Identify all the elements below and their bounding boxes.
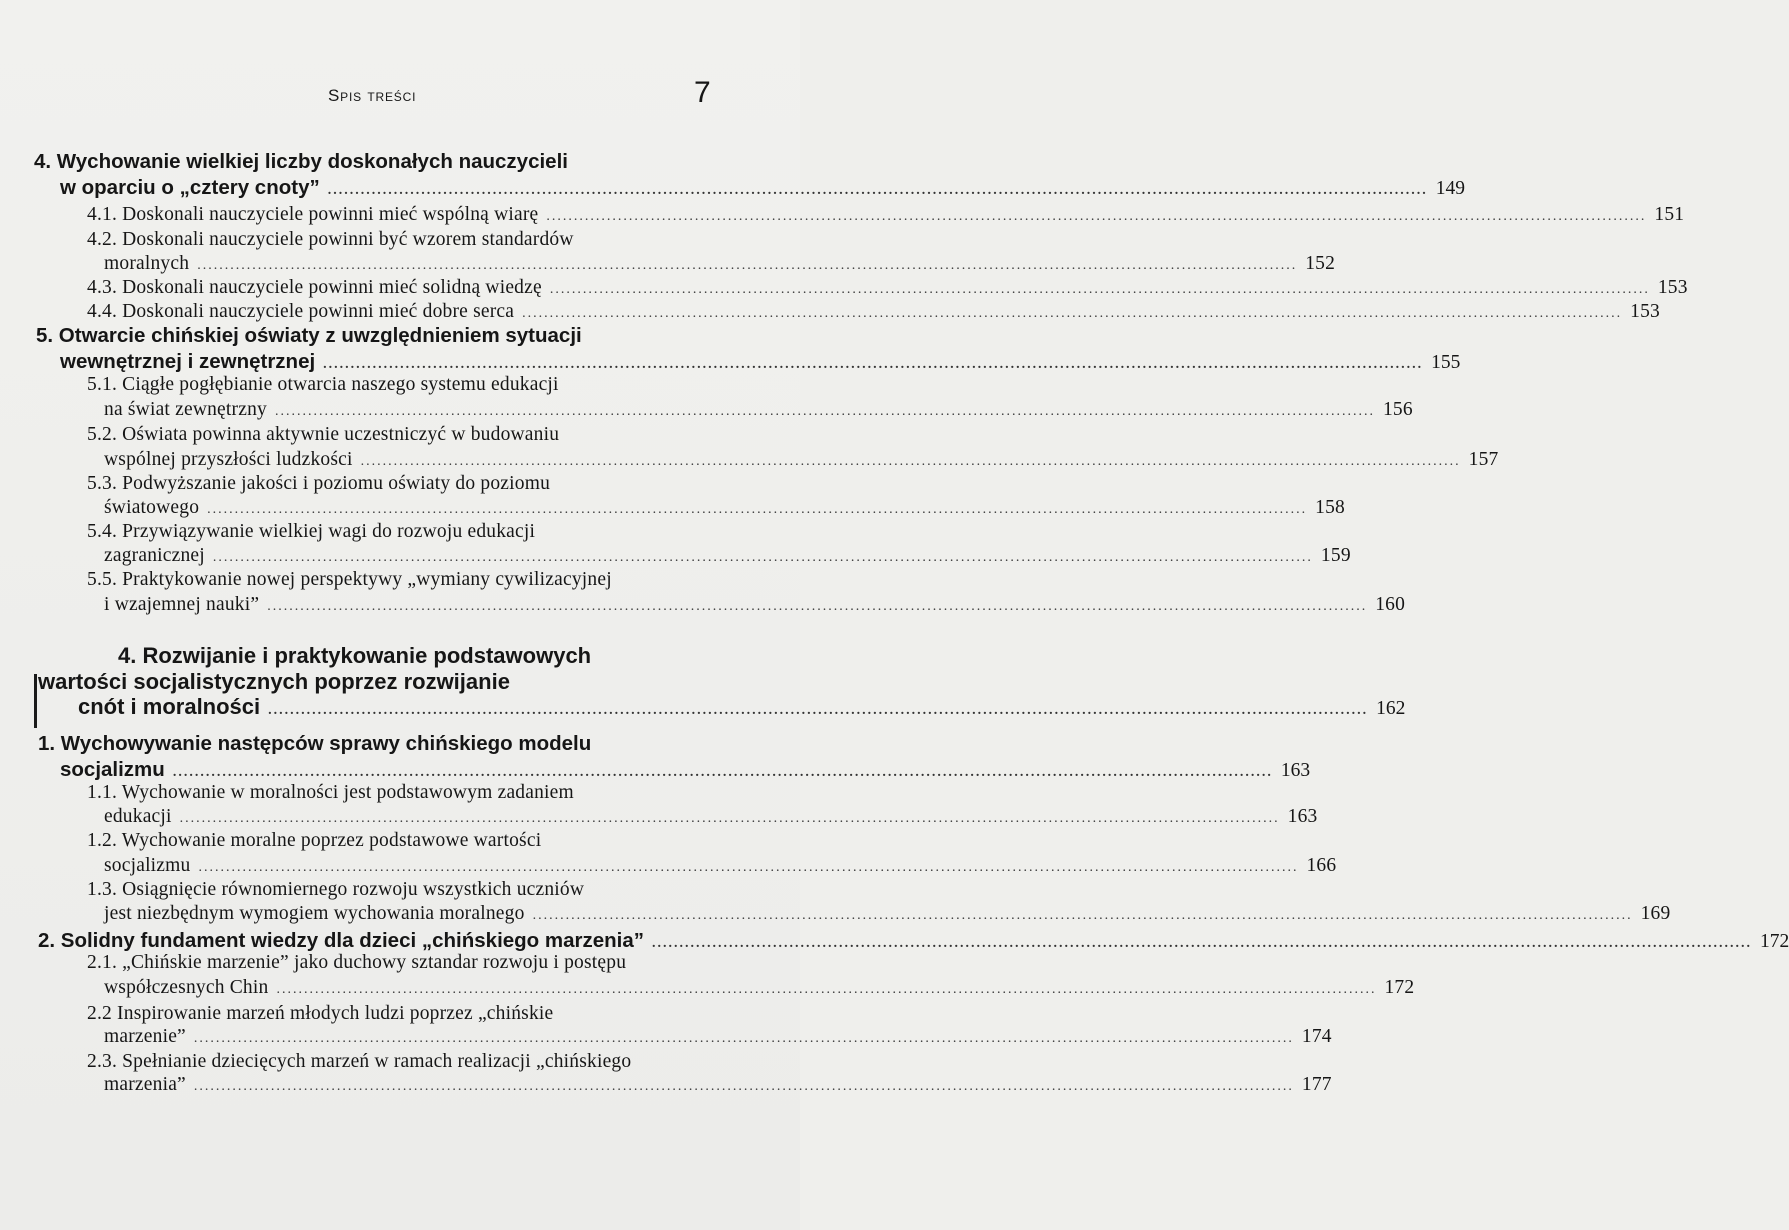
toc-page-number: 149 — [1435, 178, 1465, 199]
toc-page-number: 160 — [1375, 594, 1406, 615]
dot-leader: ........................................................................................................................................................................................................ — [522, 306, 1623, 321]
toc-entry-title: na świat zewnętrzny — [104, 399, 267, 420]
dot-leader: ........................................................................................................................................................................................................ — [360, 454, 1461, 469]
toc-page-number: 162 — [1376, 698, 1406, 719]
toc-subsection-line — [104, 903, 1671, 925]
toc-entry-title: 5.2. Oświata powinna aktywnie uczestniczyć w budowaniu — [87, 424, 560, 445]
dot-leader: ........................................................................................................................................................................................................ — [276, 982, 1377, 997]
toc-subsection-line — [104, 1074, 1332, 1096]
toc-subsection-line — [87, 521, 716, 543]
toc-entry-title: 2. Solidny fundament wiedzy dla dzieci „chińskiego marzenia” — [38, 929, 645, 952]
toc-subsection-line — [87, 229, 716, 251]
dot-leader: ........................................................................................................................................................................................................ — [267, 599, 1368, 614]
dot-leader: ........................................................................................................................................................................................................ — [198, 860, 1299, 875]
toc-section-line — [38, 732, 720, 756]
toc-entry-title: 5. Otwarcie chińskiej oświaty z uwzględnieniem sytuacji — [36, 324, 582, 347]
dot-leader: ........................................................................................................................................................................................................ — [197, 258, 1298, 273]
toc-subsection-line — [104, 399, 1413, 421]
toc-subsection-line — [104, 855, 1337, 877]
toc-entry-title: 1. Wychowywanie następców sprawy chińskiego modelu — [38, 732, 592, 755]
page-number: 7 — [694, 76, 711, 109]
toc-entry-title: jest niezbędnym wymogiem wychowania moralnego — [104, 903, 525, 924]
toc-entry-title: 4.2. Doskonali nauczyciele powinni być wzorem standardów — [87, 229, 574, 250]
toc-entry-title: 2.1. „Chińskie marzenie” jako duchowy sztandar rozwoju i postępu — [87, 952, 627, 973]
toc-entry-title: 4.3. Doskonali nauczyciele powinni mieć solidną wiedzę — [87, 277, 542, 298]
toc-page-number: 163 — [1280, 760, 1311, 781]
toc-page-number: 166 — [1306, 855, 1337, 876]
toc-subsection-line — [104, 449, 1499, 471]
toc-subsection-line — [87, 473, 716, 495]
toc-section-line — [38, 929, 1789, 953]
toc-page-number: 174 — [1301, 1026, 1332, 1047]
toc-page-number: 151 — [1654, 204, 1685, 225]
toc-entry-title: 4. Rozwijanie i praktykowanie podstawowych — [118, 643, 592, 668]
toc-subsection-line — [87, 374, 716, 396]
toc-subsection-line — [87, 1003, 724, 1025]
toc-entry-title: edukacji — [104, 806, 172, 827]
toc-subsection-line — [87, 782, 722, 804]
toc-page-number: 155 — [1431, 352, 1461, 373]
toc-entry-title: wspólnej przyszłości ludzkości — [104, 449, 353, 470]
toc-subsection-line — [104, 977, 1415, 999]
toc-subsection-line — [104, 253, 1336, 275]
dot-leader: ........................................................................................................................................................................................................ — [179, 811, 1280, 826]
toc-entry-title: 5.4. Przywiązywanie wielkiej wagi do rozwoju edukacji — [87, 521, 536, 542]
toc-entry-title: wartości socjalistycznych poprzez rozwijanie — [38, 669, 510, 694]
dot-leader: ........................................................................................................................................................................................................ — [546, 209, 1647, 224]
dot-leader: ........................................................................................................................................................................................................ — [207, 502, 1308, 517]
toc-subsection-line — [104, 594, 1406, 616]
dot-leader: ........................................................................................................................................................................................................ — [212, 550, 1313, 565]
toc-entry-title: 5.1. Ciągłe pogłębianie otwarcia naszego systemu edukacji — [87, 374, 559, 395]
toc-section-line — [60, 350, 1461, 374]
dot-leader: ........................................................................................................................................................................................................ — [323, 357, 1424, 372]
toc-subsection-line — [87, 277, 1688, 299]
toc-entry-title: 4.4. Doskonali nauczyciele powinni mieć dobre serca — [87, 301, 515, 322]
toc-subsection-line — [87, 1051, 726, 1073]
dot-leader: ........................................................................................................................................................................................................ — [652, 936, 1753, 951]
toc-section-line — [60, 176, 1465, 200]
toc-entry-title: zagranicznej — [104, 545, 205, 566]
dot-leader: ........................................................................................................................................................................................................ — [172, 765, 1273, 780]
toc-subsection-line — [104, 1026, 1332, 1048]
toc-entry-title: cnót i moralności — [78, 694, 261, 719]
dot-leader: ........................................................................................................................................................................................................ — [268, 703, 1369, 718]
dot-leader: ........................................................................................................................................................................................................ — [193, 1031, 1294, 1046]
toc-section-line — [60, 758, 1311, 782]
toc-entry-title: współczesnych Chin — [104, 977, 269, 998]
toc-subsection-line — [87, 879, 722, 901]
toc-page-number: 169 — [1640, 903, 1671, 924]
toc-entry-title: 4.1. Doskonali nauczyciele powinni mieć wspólną wiarę — [87, 204, 539, 225]
toc-entry-title: 5.5. Praktykowanie nowej perspektywy „wymiany cywilizacyjnej — [87, 569, 612, 590]
toc-page-number: 153 — [1630, 301, 1660, 322]
toc-chapter-line — [78, 694, 1406, 720]
toc-entry-title: socjalizmu — [104, 855, 191, 876]
toc-entry-title: marzenie” — [104, 1026, 186, 1047]
toc-page-number: 156 — [1382, 399, 1413, 420]
toc-entry-title: marzenia” — [104, 1074, 186, 1095]
toc-entry-title: 2.3. Spełnianie dziecięcych marzeń w ramach realizacji „chińskiego — [87, 1051, 632, 1072]
toc-chapter-line — [38, 669, 716, 695]
toc-page-number: 157 — [1468, 449, 1499, 470]
toc-entry-title: 4. Wychowanie wielkiej liczby doskonałych nauczycieli — [34, 150, 568, 173]
toc-page-number: 172 — [1384, 977, 1415, 998]
toc-page-number: 152 — [1305, 253, 1336, 274]
toc-section-line — [34, 150, 712, 174]
toc-entry-title: 1.2. Wychowanie moralne poprzez podstawowe wartości — [87, 830, 542, 851]
toc-page-number: 159 — [1320, 545, 1351, 566]
toc-subsection-line — [87, 830, 722, 852]
toc-subsection-line — [87, 301, 1660, 323]
toc-subsection-line — [87, 424, 716, 446]
running-title: Spis treści — [328, 86, 417, 105]
toc-section-line — [36, 324, 716, 348]
toc-entry-title: 1.1. Wychowanie w moralności jest podstawowym zadaniem — [87, 782, 574, 803]
dot-leader: ........................................................................................................................................................................................................ — [193, 1079, 1294, 1094]
dot-leader: ........................................................................................................................................................................................................ — [327, 183, 1428, 198]
toc-page-number: 158 — [1315, 497, 1346, 518]
toc-entry-title: 1.3. Osiągnięcie równomiernego rozwoju wszystkich uczniów — [87, 879, 585, 900]
toc-subsection-line — [104, 497, 1346, 519]
toc-entry-title: moralnych — [104, 253, 190, 274]
toc-subsection-line — [87, 569, 716, 591]
toc-entry-title: wewnętrznej i zewnętrznej — [60, 350, 316, 373]
toc-page-number: 177 — [1301, 1074, 1332, 1095]
dot-leader: ........................................................................................................................................................................................................ — [532, 908, 1633, 923]
toc-entry-title: i wzajemnej nauki” — [104, 594, 260, 615]
toc-page-number: 163 — [1287, 806, 1318, 827]
toc-subsection-line — [87, 952, 724, 974]
chapter-marker-rule — [34, 674, 37, 728]
toc-entry-title: 2.2 Inspirowanie marzeń młodych ludzi poprzez „chińskie — [87, 1003, 554, 1024]
toc-entry-title: światowego — [104, 497, 200, 518]
toc-chapter-line — [118, 643, 716, 669]
dot-leader: ........................................................................................................................................................................................................ — [549, 282, 1650, 297]
toc-entry-title: 5.3. Podwyższanie jakości i poziomu oświaty do poziomu — [87, 473, 551, 494]
toc-subsection-line — [104, 545, 1351, 567]
toc-page-number: 172 — [1760, 931, 1789, 952]
toc-page-number: 153 — [1657, 277, 1688, 298]
toc-entry-title: socjalizmu — [60, 758, 165, 781]
toc-entry-title: w oparciu o „cztery cnoty” — [60, 176, 320, 199]
dot-leader: ........................................................................................................................................................................................................ — [274, 404, 1375, 419]
toc-subsection-line — [87, 204, 1685, 226]
toc-subsection-line — [104, 806, 1318, 828]
